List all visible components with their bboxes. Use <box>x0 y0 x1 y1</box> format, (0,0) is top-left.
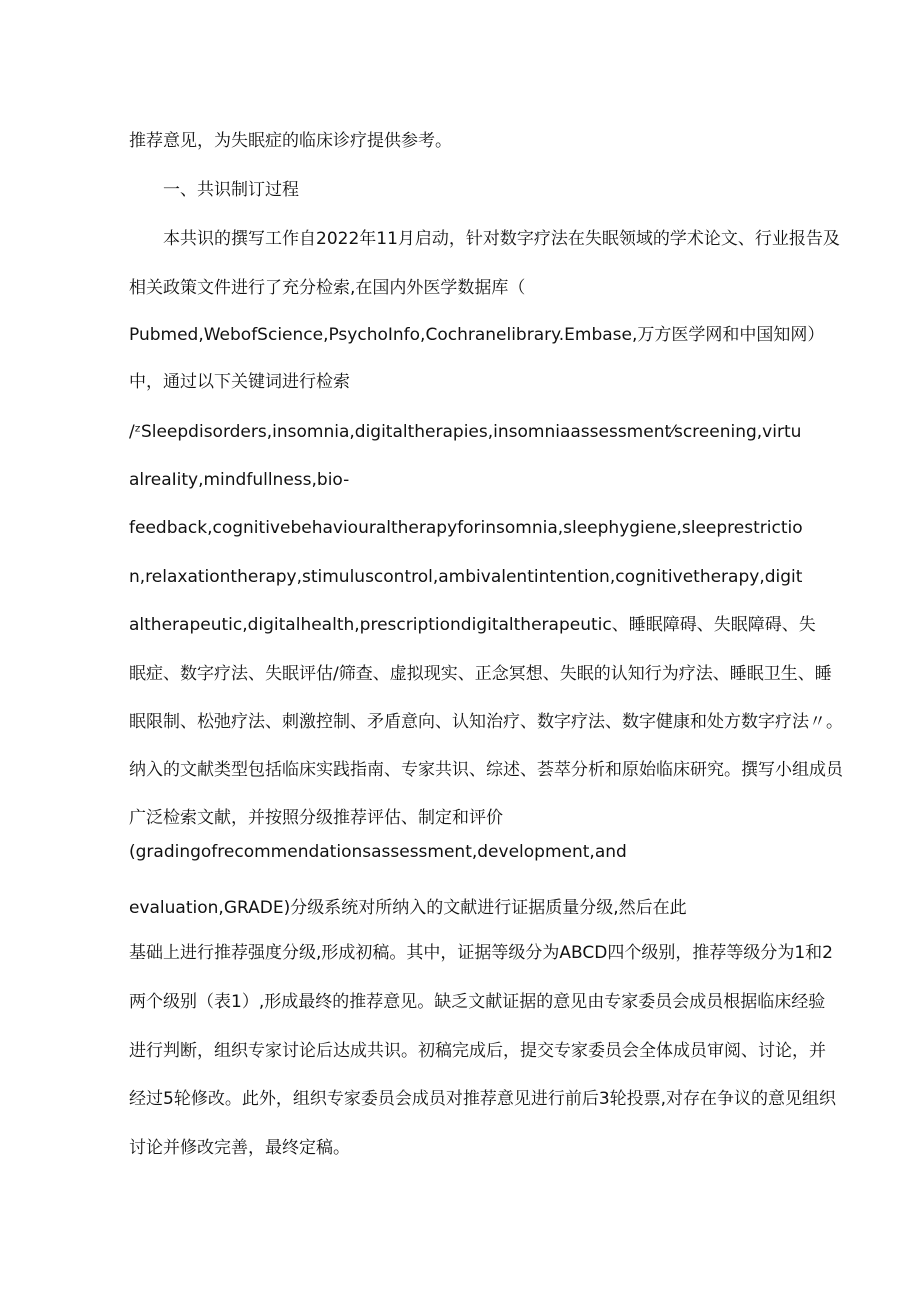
text-line-5: Pubmed,WebofScience,PsychoInfo,Cochranelibrary.Embase,万方医学网和中国知网） <box>129 325 825 345</box>
text-line-21: 经过5轮修改。此外，组织专家委员会成员对推荐意见进行前后3轮投票,对存在争议的意见组织 <box>129 1089 837 1109</box>
text-line-19: 两个级别（表1）,形成最终的推荐意见。缺乏文献证据的意见由专家委员会成员根据临床经验 <box>129 992 826 1012</box>
text-line-10: n,relaxationtherapy,stimuluscontrol,ambivalentintention,cognitivetherapy,digit <box>129 567 803 587</box>
text-line-17: evaluation,GRADE)分级系统对所纳入的文献进行证据质量分级,然后在此 <box>129 898 687 918</box>
text-line-13: 眠限制、松弛疗法、刺激控制、矛盾意向、认知治疗、数字疗法、数字健康和处方数字疗法〃。 <box>129 712 843 732</box>
text-line-14: 纳入的文献类型包括临床实践指南、专家共识、综述、荟萃分析和原始临床研究。撰写小组成员 <box>129 760 843 780</box>
text-line-4: 相关政策文件进行了充分检索,在国内外医学数据库（ <box>129 278 526 298</box>
text-line-7: /ᶻSleepdisorders,insomnia,digitaltherapies,insomniaassessment⁄screening,virtu <box>129 422 802 442</box>
text-line-1: 推荐意见，为失眠症的临床诊疗提供参考。 <box>129 131 452 151</box>
section-heading: 一、共识制订过程 <box>163 180 299 200</box>
text-line-6: 中，通过以下关键词进行检索 <box>129 372 350 392</box>
text-line-9: feedback,cognitivebehaviouraltherapyforinsomnia,sleephygiene,sleeprestrictio <box>129 518 803 538</box>
text-line-3: 本共识的撰写工作自2022年11月启动，针对数字疗法在失眠领域的学术论文、行业报告及 <box>163 229 840 249</box>
text-line-18: 基础上进行推荐强度分级,形成初稿。其中，证据等级分为ABCD四个级别，推荐等级分为1和2 <box>129 943 833 963</box>
text-line-12: 眠症、数字疗法、失眠评估/筛查、虚拟现实、正念冥想、失眠的认知行为疗法、睡眠卫生、睡 <box>129 664 832 684</box>
text-line-8: alreaIity,mindfullness,bio- <box>129 470 350 490</box>
text-line-16: (gradingofrecommendationsassessment,development,and <box>129 842 627 862</box>
text-line-11: altherapeutic,digitalhealth,prescriptiondigitaltherapeutic、睡眠障碍、失眠障碍、失 <box>129 615 816 635</box>
text-line-15: 广泛检索文献，并按照分级推荐评估、制定和评价 <box>129 808 503 828</box>
text-line-20: 进行判断，组织专家讨论后达成共识。初稿完成后，提交专家委员会全体成员审阅、讨论，并 <box>129 1041 826 1061</box>
text-line-22: 讨论并修改完善，最终定稿。 <box>129 1138 350 1158</box>
